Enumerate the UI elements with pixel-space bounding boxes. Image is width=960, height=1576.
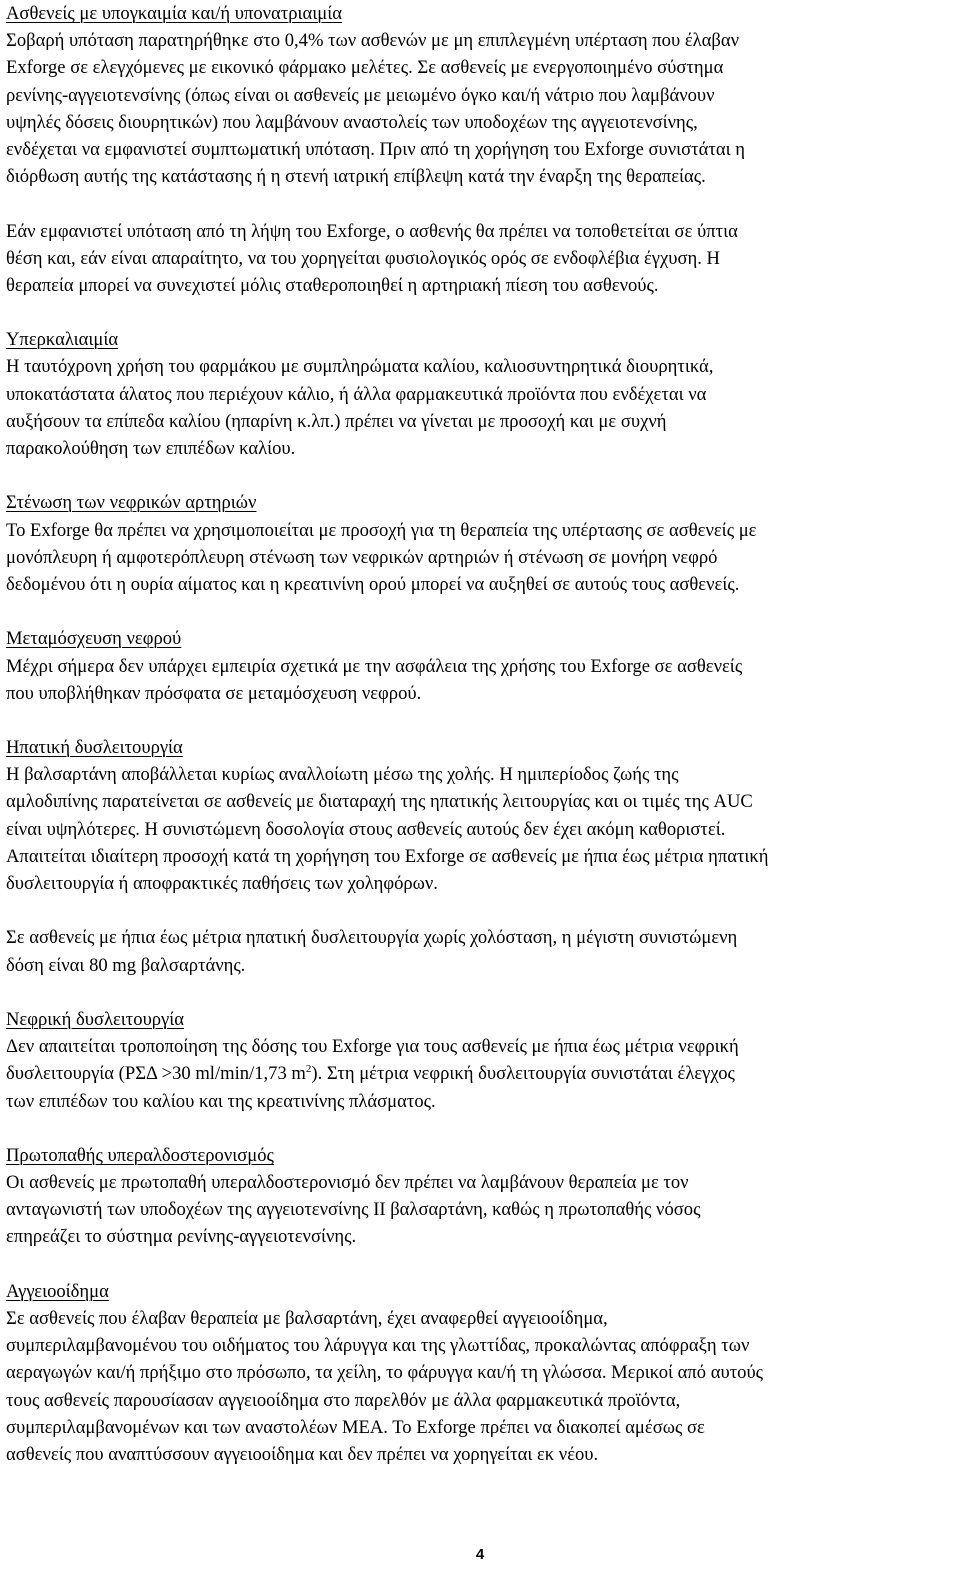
paragraph [6, 924, 954, 978]
text-line: ασθενείς που αναπτύσσουν αγγειοοίδημα και δεν πρέπει να χορηγείται εκ νέου. [6, 1443, 599, 1465]
text-line: υψηλές δόσεις διουρητικών) που λαμβάνουν αναστολείς των υποδοχέων της αγγειοτενσίνης, [6, 111, 698, 133]
text-fragment: ). Στη μέτρια νεφρική δυσλειτουργία συνιστάται έλεγχος [311, 1063, 735, 1085]
text-line: Σε ασθενείς με ήπια έως μέτρια ηπατική δυσλειτουργία χωρίς χολόσταση, η μέγιστη συνιστώμενη [6, 927, 738, 949]
section-heading: Ασθενείς με υπογκαιμία και/ή υπονατριαιμία [6, 3, 342, 24]
paragraph [6, 27, 954, 190]
section-heading: Αγγειοοίδημα [6, 1280, 109, 1302]
text-line: είναι υψηλότερες. Η συνιστώμενη δοσολογία στους ασθενείς αυτούς δεν έχει ακόμη καθοριστεί. [6, 818, 726, 840]
section-heading: Πρωτοπαθής υπεραλδοστερονισμός [6, 1144, 274, 1166]
document-page [6, 0, 954, 1468]
text-line: Σε ασθενείς που έλαβαν θεραπεία με βαλσαρτάνη, έχει αναφερθεί αγγειοοίδημα, [6, 1308, 608, 1329]
text-line: συμπεριλαμβανομένου του οιδήματος του λάρυγγα και της γλωττίδας, προκαλώντας απόφραξη των [6, 1335, 750, 1357]
section-renal-artery-stenosis [6, 489, 954, 598]
text-line: Εάν εμφανιστεί υπόταση από τη λήψη του Exforge, ο ασθενής θα πρέπει να τοποθετείται σε ύπτια [6, 220, 738, 242]
text-line: υποκατάστατα άλατος που περιέχουν κάλιο, ή άλλα φαρμακευτικά προϊόντα που ενδέχεται να [6, 383, 707, 405]
text-line: δεδομένου ότι η ουρία αίματος και η κρεατινίνη ορού μπορεί να αυξηθεί σε αυτούς τους ασθενείς. [6, 573, 740, 595]
section-renal-impairment [6, 1006, 954, 1115]
text-line: των επιπέδων του καλίου και της κρεατινίνης πλάσματος. [6, 1090, 436, 1112]
section-hepatic-impairment [6, 734, 954, 979]
text-line: Η βαλσαρτάνη αποβάλλεται κυρίως αναλλοίωτη μέσω της χολής. Η ημιπερίοδος ζωής της [6, 764, 679, 786]
text-line: Απαιτείται ιδιαίτερη προσοχή κατά τη χορήγηση του Exforge σε ασθενείς με ήπια έως μέτρια ηπατική [6, 845, 769, 867]
text-line: παρακολούθηση των επιπέδων καλίου. [6, 438, 296, 459]
text-line: αεραγωγών και/ή πρήξιμο στο πρόσωπο, τα χείλη, το φάρυγγα και/ή τη γλώσσα. Μερικοί από αυτούς [6, 1362, 764, 1384]
section-kidney-transplant [6, 625, 954, 707]
text-line: θεραπεία μπορεί να συνεχιστεί μόλις σταθεροποιηθεί η αρτηριακή πίεση του ασθενούς. [6, 274, 659, 296]
text-line: Δεν απαιτείται τροποποίηση της δόσης του Exforge για τους ασθενείς με ήπια έως μέτρια νεφρική [6, 1036, 739, 1058]
text-line: Η ταυτόχρονη χρήση του φαρμάκου με συμπληρώματα καλίου, καλιοσυντηρητικά διουρητικά, [6, 356, 714, 378]
section-hyperkalemia [6, 326, 954, 462]
text-line: ανταγωνιστή των υποδοχέων της αγγειοτενσίνης ΙΙ βαλσαρτάνη, καθώς η πρωτοπαθής νόσος [6, 1199, 701, 1221]
text-line: αμλοδιπίνης παρατείνεται σε ασθενείς με διαταραχή της ηπατικής λειτουργίας και οι τιμές της AUC [6, 791, 753, 813]
text-line: θέση και, εάν είναι απαραίτητο, να του χορηγείται φυσιολογικός ορός σε ενδοφλέβια έγχυση. Η [6, 247, 720, 269]
text-line: συμπεριλαμβανομένων και των αναστολέων ΜΕΑ. Το Exforge πρέπει να διακοπεί αμέσως σε [6, 1416, 705, 1438]
section-hypovolemia [6, 0, 954, 299]
section-heading: Ηπατική δυσλειτουργία [6, 737, 183, 759]
text-line: ενδέχεται να εμφανιστεί συμπτωματική υπόταση. Πριν από τη χορήγηση του Exforge συνιστάται η [6, 138, 745, 160]
superscript: 2 [305, 1063, 312, 1076]
section-hyperaldosteronism [6, 1142, 954, 1251]
text-line: μονόπλευρη ή αμφοτερόπλευρη στένωση των νεφρικών αρτηριών ή στένωση σε μονήρη νεφρό [6, 546, 718, 568]
section-heading: Στένωση των νεφρικών αρτηριών [6, 492, 257, 514]
text-line: Το Exforge θα πρέπει να χρησιμοποιείται με προσοχή για τη θεραπεία της υπέρτασης σε ασθενείς με [6, 519, 757, 541]
section-heading: Μεταμόσχευση νεφρού [6, 628, 182, 650]
text-line: Οι ασθενείς με πρωτοπαθή υπεραλδοστερονισμό δεν πρέπει να λαμβάνουν θεραπεία με τον [6, 1172, 689, 1194]
text-line: επηρεάζει το σύστημα ρενίνης-αγγειοτενσίνης. [6, 1226, 357, 1248]
text-line: ρενίνης-αγγειοτενσίνης (όπως είναι οι ασθενείς με μειωμένο όγκο και/ή νάτριο που λαμβάνουν [6, 84, 715, 106]
section-angioedema [6, 1278, 954, 1468]
text-line: Exforge σε ελεγχόμενες με εικονικό φάρμακο μελέτες. Σε ασθενείς με ενεργοποιημένο σύστημα [6, 57, 724, 79]
text-line: αυξήσουν τα επίπεδα καλίου (ηπαρίνη κ.λπ.) πρέπει να γίνεται με προσοχή και με συχνή [6, 410, 667, 432]
paragraph [6, 218, 954, 300]
paragraph [6, 761, 954, 897]
text-line: τους ασθενείς παρουσίασαν αγγειοοίδημα στο παρελθόν με άλλα φαρμακευτικά προϊόντα, [6, 1389, 681, 1411]
text-line [6, 1060, 954, 1087]
text-line: Μέχρι σήμερα δεν υπάρχει εμπειρία σχετικά με την ασφάλεια της χρήσης του Exforge σε ασθενείς [6, 655, 743, 677]
page-number: 4 [475, 1546, 485, 1563]
text-line: δόση είναι 80 mg βαλσαρτάνης. [6, 954, 246, 976]
text-line: Σοβαρή υπόταση παρατηρήθηκε στο 0,4% των ασθενών με μη επιπλεγμένη υπέρταση που έλαβαν [6, 30, 739, 52]
text-line: που υποβλήθηκαν πρόσφατα σε μεταμόσχευση νεφρού. [6, 682, 422, 704]
text-fragment: δυσλειτουργία (ΡΣΔ >30 ml/min/1,73 m [6, 1063, 306, 1085]
text-line: διόρθωση αυτής της κατάστασης ή η στενή ιατρική επίβλεψη κατά την έναρξη της θεραπείας. [6, 166, 706, 188]
text-line: δυσλειτουργία ή αποφρακτικές παθήσεις των χοληφόρων. [6, 873, 438, 894]
section-heading: Νεφρική δυσλειτουργία [6, 1008, 185, 1030]
section-heading: Υπερκαλιαιμία [6, 329, 119, 351]
